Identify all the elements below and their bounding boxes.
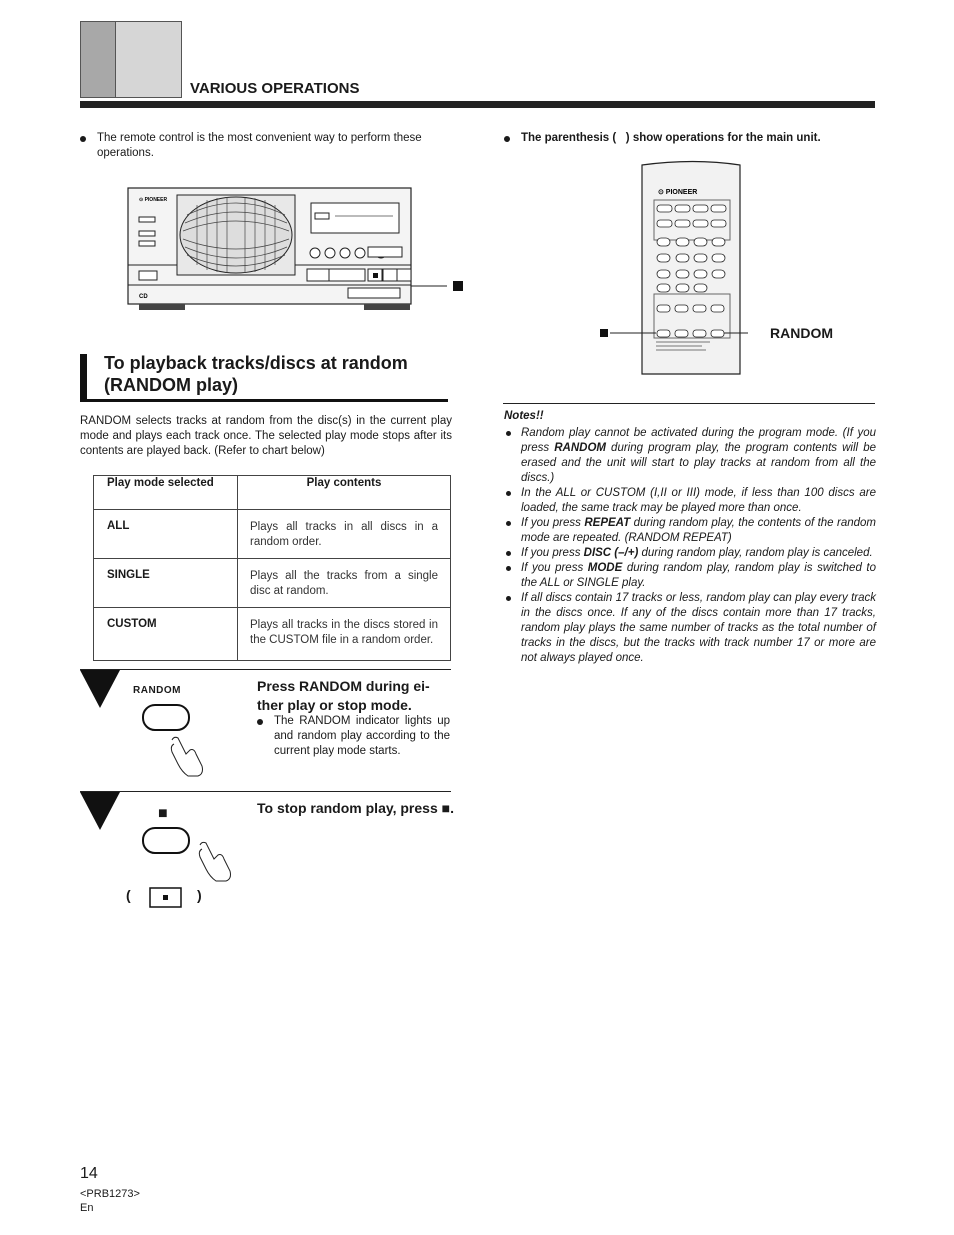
step2-heading: To stop random play, press ■. [257,800,454,816]
table-cell-mode: CUSTOM [94,608,238,661]
note-item [504,561,876,591]
note-keyword: MODE [587,562,623,574]
table-cell-mode: SINGLE [94,559,238,608]
main-unit-paren-open: ( [126,887,131,903]
note-item [504,426,876,486]
table-cell-contents: Plays all tracks in the discs stored in the CUSTOM file in a random order. [238,608,451,661]
table-cell-mode: ALL [94,510,238,559]
remote-control-illustration [598,160,748,378]
note-item [504,591,876,666]
section-title-rule [80,399,448,402]
bullet-dot [257,719,263,725]
note-text: during random play, random play is canceled. [638,547,873,559]
random-button-label: RANDOM [133,685,181,696]
intro-bullet-right [504,131,876,146]
footer-code [80,1187,140,1215]
main-unit-illustration [125,185,470,320]
remote-random-callout: RANDOM [770,325,833,341]
note-text: during random play, the contents of the random mode are repeated. (RANDOM REPEAT) [521,517,876,544]
intro-bullet-right-text: The parenthesis ( ) show operations for the main unit. [521,132,821,144]
svg-text:CD: CD [139,294,148,300]
step1-bullet-text: The RANDOM indicator lights up and random play according to the current play mode starts. [274,715,450,757]
section-header-title: VARIOUS OPERATIONS [190,80,360,97]
note-text: In the ALL or CUSTOM (I,II or III) mode, if less than 100 discs are loaded, the same track may be played more than once. [521,487,876,514]
notes-rule [503,403,875,404]
svg-text:⊙ PIONEER: ⊙ PIONEER [658,189,698,196]
section-title-line2: (RANDOM play) [104,375,238,395]
table-row [94,559,451,608]
note-text: during random play, random play is switched to the ALL or SINGLE play. [521,562,877,589]
note-keyword: RANDOM [554,442,606,454]
note-text: during program play, the program contents will be erased and the unit will start to play tracks at random from all the discs.) [521,442,876,484]
note-item [504,516,876,546]
table-header-row [94,476,451,510]
section-paragraph: RANDOM selects tracks at random from the disc(s) in the current play mode and plays each track once. The selected play mode stops after its contents are played back. (Refer to chart below) [80,415,452,457]
svg-text:⊙ PIONEER: ⊙ PIONEER [139,197,168,203]
header-rule [80,101,875,108]
intro-bullet-left-text: The remote control is the most convenient way to perform these operations. [97,132,422,159]
step1-heading: Press RANDOM during ei-ther play or stop mode. [257,678,430,713]
bullet-dot [506,596,511,601]
table-row [94,510,451,559]
main-unit-stop-button-icon [149,887,183,909]
notes-title: Notes!! [504,410,544,422]
random-button-press-illustration [138,700,218,778]
stop-button-press-illustration [138,823,238,883]
bullet-dot [506,551,511,556]
stop-symbol: ■ [158,805,168,822]
header-tab-light [115,21,182,98]
intro-bullet-left [80,131,452,161]
header-tab-dark [80,21,116,98]
section-title [104,352,408,396]
note-keyword: REPEAT [584,517,631,529]
table-cell-contents: Plays all tracks in all discs in a random order. [238,510,451,559]
step1-bullet [257,714,450,759]
language-code: En [80,1202,94,1214]
note-text: If you press [521,547,584,559]
bullet-dot [506,431,511,436]
notes-list [504,426,876,666]
step1-marker [80,670,120,708]
section-title-line1: To playback tracks/discs at random [104,353,408,373]
play-mode-table [93,475,451,661]
document-code: <PRB1273> [80,1188,140,1200]
table-row [94,608,451,661]
section-title-bar [80,354,87,402]
bullet-dot [506,521,511,526]
step2-marker [80,792,120,830]
note-item [504,486,876,516]
step1-rule [80,669,451,670]
step2-rule [80,791,451,792]
note-item [504,546,876,561]
bullet-dot [80,136,86,142]
bullet-dot [506,491,511,496]
main-unit-paren-close: ) [197,887,202,903]
bullet-dot [504,136,510,142]
table-cell-contents: Plays all the tracks from a single disc at random. [238,559,451,608]
note-text: If you press [521,517,585,529]
note-text: Random play cannot be activated during the program mode. (If you press [521,427,876,454]
page-number: 14 [80,1165,98,1182]
table-header-contents: Play contents [238,476,451,510]
bullet-dot [506,566,511,571]
note-keyword: DISC (–/+) [583,547,639,559]
table-header-mode: Play mode selected [94,476,238,510]
note-text: If all discs contain 17 tracks or less, random play can play every track in the discs once. If any of the discs contain more than 17 tracks, random play plays the same number of tracks as the total number of tracks in the discs, but the tracks with track number 17 or more are not always played once. [521,592,876,664]
note-text: If you press [521,562,588,574]
